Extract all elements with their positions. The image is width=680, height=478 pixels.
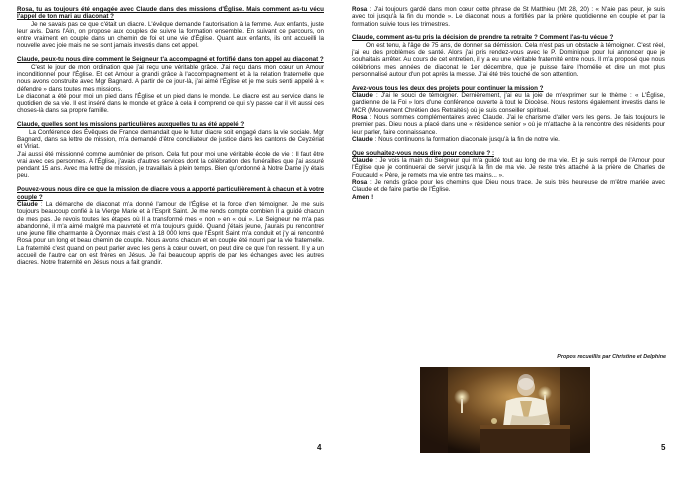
speaker-label: Rosa xyxy=(352,114,368,122)
answer-apport-text: La démarche de diaconat m'a donné l'amour de l'Église et la force d'en témoigner. Je me suis toujours beaucoup confié à la Vierge Marie et à l'Esprit Saint. Je me rends compte combien Il a guidé chacun de mes pas. Je revois toutes les étapes où Il a transformé mes « non » en « oui ». Le Seigneur ne m'a pas abandonné, il m'a aimé malgré ma pauvreté et m'a toujours guidé. Quand j'étais jeune, j'aurais pu rencontrer une jeune fille charmante à Oyonnax mais c'est à 18 000 kms que l'Esprit Saint m'a conduit et j'y ai rencontré Rosa pour un long et beau chemin de couple. Nous avons chacun et en couple été nourri par la vie fraternelle. La fraternité c'est quand on peut parler avec les gens à cœur ouvert, on peut dire ce que l'on ressent. Il y a un accueil de l'autre car on est frères en Jésus. Je l'ai beaucoup appris de par les échanges avec les autres diacres. Notre fraternité en Jésus nous a fait grandir. xyxy=(17,200,324,267)
speaker-label: Claude xyxy=(352,135,373,143)
speaker-label: Rosa xyxy=(352,179,368,187)
page-5-column xyxy=(352,6,665,208)
page-5 xyxy=(340,0,680,478)
answer-projets-claude: Claude : J'ai le souci de témoigner. Dernièrement, j'ai eu la joie de m'exprimer sur le thème : « L'Église, gardienne de la Foi » lors d'une conférence ouverte à tout le Diocèse. Nous restons également investis dans le MCR (Mouvement Chrétien des Retraités) où je suis conseiller spirituel. xyxy=(352,92,665,114)
answer-rosa-matthieu-text: J'ai toujours gardé dans mon cœur cette phrase de St Matthieu (Mt 28, 20) : « N'aie pas peur, je suis avec toi jusqu'à la fin du monde ». Le diaconat nous a fortifiés par la prière quotidienne en couple et par la formation suivie tous les trimestres. xyxy=(352,6,665,28)
answer-claude-accompagne-2: Le diaconat a été pour moi un pied dans l'Église et un pied dans le monde. Le diacre est au service dans le quotidien de sa vie. Il est inséré dans le monde et grâce à cela il comprend ce qui s'y passe car il vit aussi ces choses-là dans sa propre famille. xyxy=(17,92,324,115)
page-4 xyxy=(0,0,338,478)
answer-conclure-rosa: Rosa : Je rends grâce pour les chemins que Dieu nous trace. Je suis très heureuse de m'être mariée avec Claude et de faire partie de l'Église. xyxy=(352,179,666,194)
ceremony-photo xyxy=(420,367,590,453)
answer-conclure-claude: Claude : Je vois la main du Seigneur qui m'a guidé tout au long de ma vie. Et je suis rempli de l'Amour pour l'Église que je continuerai de servir jusqu'à la fin de ma vie. Je reste très attaché à la prière de Charles de Foucauld « Père, je remets ma vie entre tes mains... ». xyxy=(352,157,665,179)
answer-projets-claude-2: Claude : Nous continuons la formation diaconale jusqu'à la fin de notre vie. xyxy=(352,135,560,143)
question-claude-accompagne: Claude, peux-tu nous dire comment le Seigneur t'a accompagné et fortifié dans ton appel au diaconat ? xyxy=(17,56,324,64)
answer-text: J'ai le souci de témoigner. Dernièrement, j'ai eu la joie de m'exprimer sur le thème : « L'Église, gardienne de la Foi » lors d'une conférence ouverte à tout le Diocèse. Nous restons également investis dans le MCR (Mouvement Chrétien des Retraités) où je suis conseiller spirituel. xyxy=(352,92,665,114)
interview-credit: Propos recueillis par Christine et Delphine xyxy=(557,354,666,360)
question-missions: Claude, quelles sont les missions particulières auxquelles tu as été appelé ? xyxy=(17,121,245,129)
page-number: 5 xyxy=(661,443,666,452)
speaker-label: Rosa xyxy=(352,6,368,13)
question-rosa-appel: Rosa, tu as toujours été engagée avec Claude dans des missions d'Église. Mais comment as-tu vécu l'appel de ton mari au diaconat ? xyxy=(17,6,324,21)
answer-text: Je vois la main du Seigneur qui m'a guidé tout au long de ma vie. Et je suis rempli de l'Amour pour l'Église que je continuerai de servir jusqu'à la fin de ma vie. Je reste très attaché à la prière de Charles de Foucauld « Père, je remets ma vie entre tes mains... ». xyxy=(352,157,665,179)
question-retraite: Claude, comment as-tu pris la décision de prendre ta retraite ? Comment l'as-tu vécue ? xyxy=(352,34,614,42)
page-number: 4 xyxy=(317,443,322,452)
answer-apport: Claude : La démarche de diaconat m'a donné l'amour de l'Église et la force d'en témoigner. Je me suis toujours beaucoup confié à la Vierge Marie et à l'Esprit Saint. Je me rends compte combien Il a guidé chacun de mes pas. Je revois toutes les étapes où Il a transformé mes « non » en « oui ». Le Seigneur ne m'a pas abandonné, il m'a aimé malgré ma pauvreté et m'a toujours guidé. Quand j'étais jeune, j'aurais pu rencontrer une jeune fille charmante à Oyonnax mais c'est à 18 000 kms que l'Esprit Saint m'a conduit et j'y ai rencontré Rosa pour un long et beau chemin de couple. Nous avons chacun et en couple été nourri par la vie fraternelle. La fraternité c'est quand on peut parler avec les gens à cœur ouvert, on peut dire ce que l'on ressent. Il y a un accueil de l'autre car on est frères en Jésus. Je l'ai beaucoup appris de par les échanges avec les autres diacres. Notre fraternité en Jésus nous a fait grandir. xyxy=(17,200,324,267)
answer-rosa-matthieu: Rosa : J'ai toujours gardé dans mon cœur cette phrase de St Matthieu (Mt 28, 20) : « N'aie pas peur, je suis avec toi jusqu'à la fin du monde ». Le diaconat nous a fortifiés par la prière quotidienne en couple et par la formation suivie tous les trimestres. xyxy=(352,6,665,28)
answer-rosa-appel: Je ne savais pas ce que c'était un diacre. L'évêque demande l'autorisation à la femme. Aux enfants, juste leur avis. Dans l'Ain, on propose aux couples de suivre la formation ensemble. En suivant ce parcours, on entre vraiment en couple dans un chemin de foi et une vie d'Église. Quant aux enfants, ils ont accueilli la nouvelle avec joie mais ne se sont jamais investis dans cet appel. xyxy=(17,20,324,50)
answer-projets-rosa: Rosa : Nous sommes complémentaires avec Claude. J'ai le charisme d'aller vers les gens. Je fais toujours le premier pas. Dieu nous a placé dans une « résidence senior » où je m'attache à la rencontre des résidents pour leur parler, faire connaissance. xyxy=(352,114,665,136)
question-projets: Avez-vous tous les deux des projets pour continuer la mission ? xyxy=(352,84,544,92)
answer-claude-accompagne-1: C'est le jour de mon ordination que j'ai reçu une véritable grâce. J'ai reçu dans mon cœur un Amour inconditionnel pour l'Église. Et cet Amour a grandi grâce à l'accompagnement et à la relation fraternelle que nous avons construite avec Mgr Bagnard. A partir de ce jour-là, j'ai aimé l'Église et je me suis senti appelé à « défendre » dans toutes mes missions. xyxy=(17,63,324,93)
answer-text: Nous sommes complémentaires avec Claude. J'ai le charisme d'aller vers les gens. Je fais toujours le premier pas. Dieu nous a placé dans une « résidence senior » où je m'attache à la rencontre des résidents pour leur parler, faire connaissance. xyxy=(352,114,665,136)
page-4-column xyxy=(17,6,324,273)
answer-text: Nous continuons la formation diaconale jusqu'à la fin de notre vie. xyxy=(378,135,560,143)
answer-missions-2: J'ai aussi été missionné comme aumônier de prison. Cela fut pour moi une véritable école de vie : Il faut être vrai avec ces personnes. A l'Église, j'avais d'autres services dont la célébration des funérailles que j'ai assuré pendant 15 ans. Avec ma lettre de mission, je travaillais à plein temps. Bien qu'ordonné à Notre Dame j'y étais peu. xyxy=(17,150,324,180)
question-apport: Pouvez-vous nous dire ce que la mission de diacre vous a apporté particulièrement à chacun et à votre couple ? xyxy=(17,186,324,201)
ceremony-photo-image xyxy=(420,367,590,453)
answer-text: Je rends grâce pour les chemins que Dieu nous trace. Je suis très heureuse de m'être mariée avec Claude et de faire partie de l'Église. xyxy=(352,179,666,194)
speaker-label: Claude xyxy=(352,92,373,100)
question-conclure: Que souhaitez-vous nous dire pour conclure ? : xyxy=(352,149,495,157)
speaker-label: Claude xyxy=(352,157,373,165)
speaker-label: Claude xyxy=(17,200,38,208)
answer-retraite: On est tenu, à l'âge de 75 ans, de donner sa démission. Cela n'est pas un obstacle à témoigner. C'est réel, j'ai eu des problèmes de santé. Alors j'ai pris rendez-vous avec le P. Dominique pour lui annoncer que je souhaitais arrêter. Au cours de cet entretien, il y a eu une véritable fraternité entre nous. Il m'a proposé que nous célébrions mes années de diaconat le 1er décembre, que je puisse faire l'homélie et dire un mot plus personnalisé autour d'un pot après la messe. J'ai été très touché de son attention. xyxy=(352,41,665,78)
answer-missions-1: La Conférence des Évêques de France demandait que le futur diacre soit engagé dans la vie sociale. Mgr Bagnard, dans sa lettre de mission, m'a demandé d'être conciliateur de justice dans les cantons de Ceyzériat et Viriat. xyxy=(17,128,324,151)
closing-amen: Amen ! xyxy=(352,193,374,201)
